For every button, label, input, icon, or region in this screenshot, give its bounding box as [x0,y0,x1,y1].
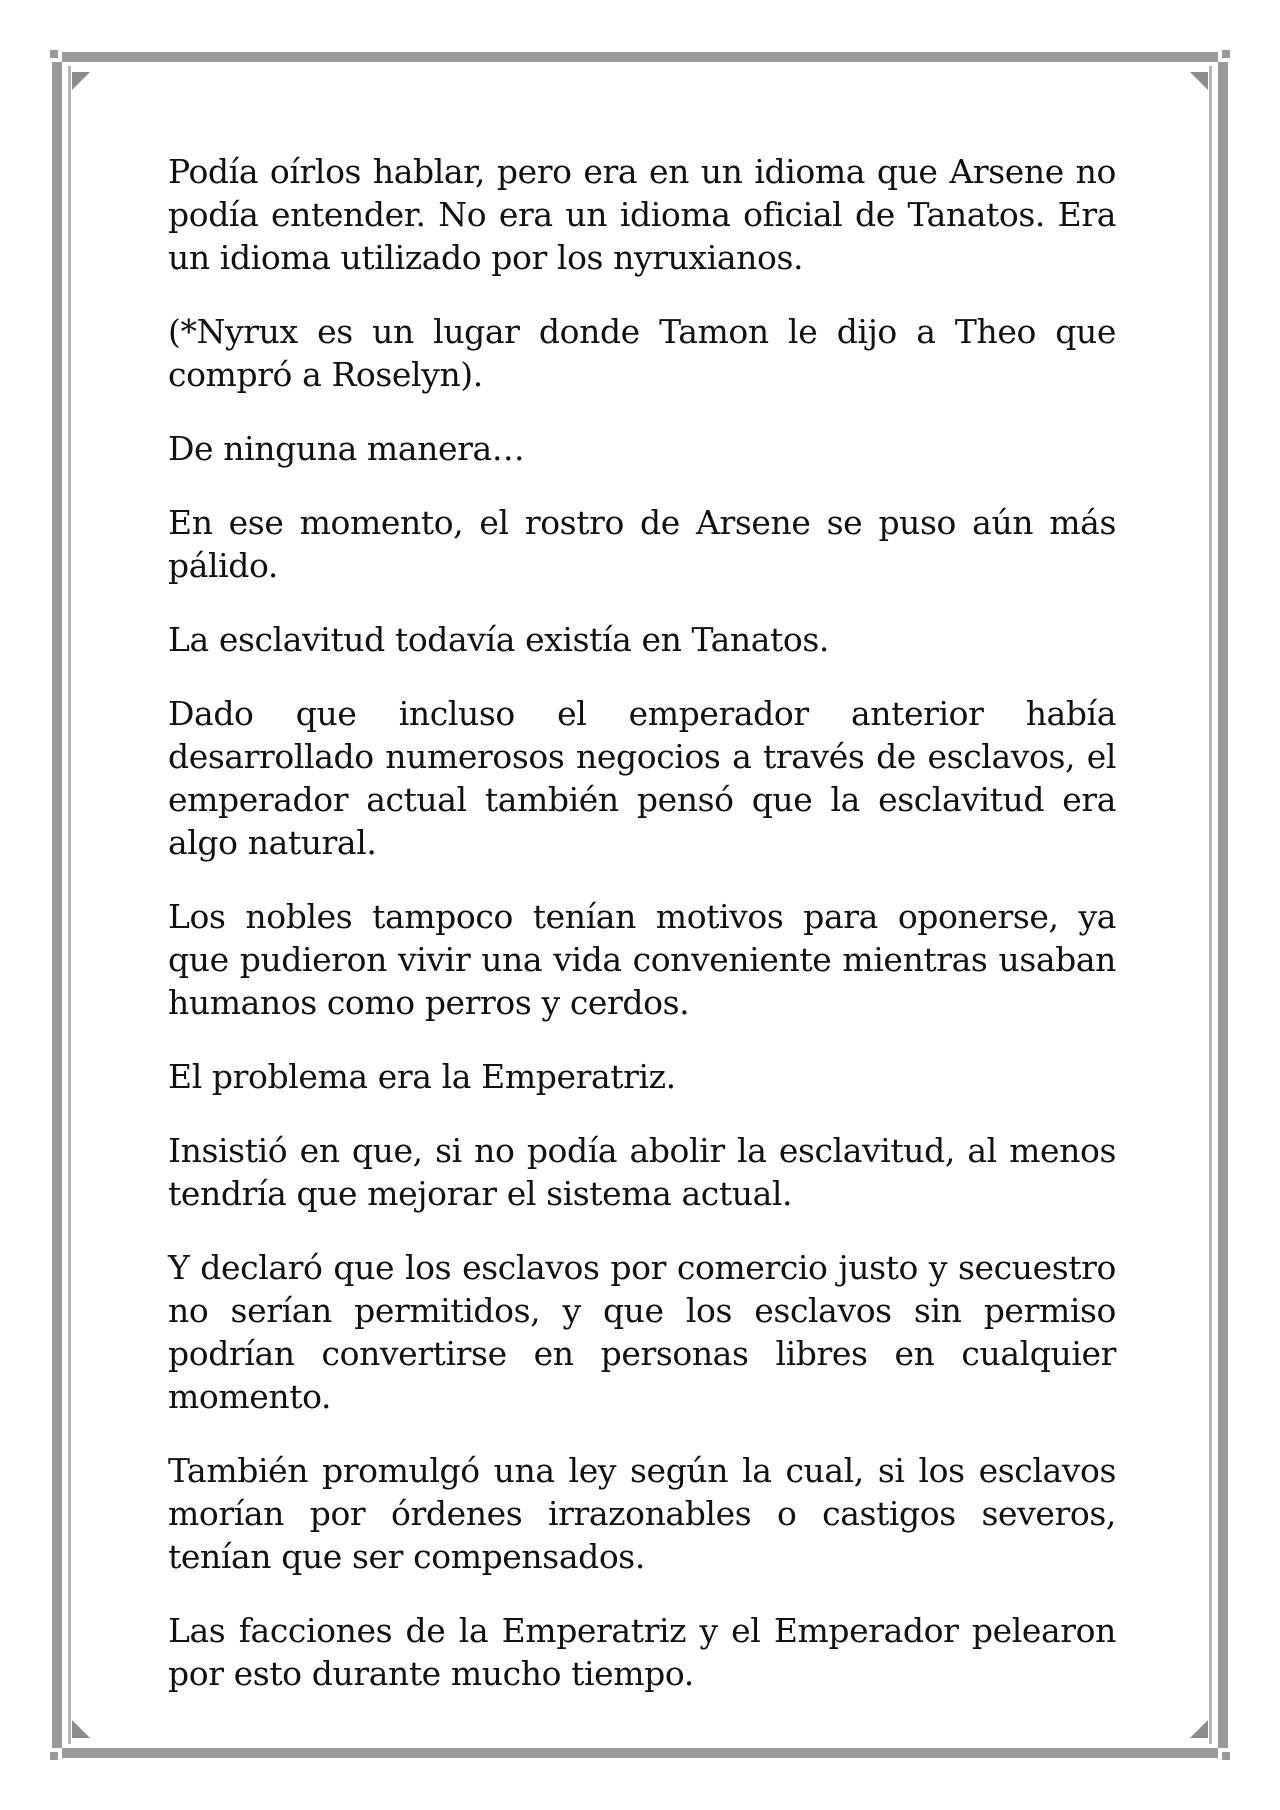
corner-square-bottom-right [1222,1752,1230,1760]
paragraph: Dado que incluso el emperador anterior había desarrollado numerosos negocios a través de esclavos, el emperador actual también pensó que la esclavitud era algo natural. [168,694,1116,862]
corner-triangle-bottom-right-icon [1190,1720,1208,1738]
paragraph: El problema era la Emperatriz. [168,1057,676,1096]
paragraph: En ese momento, el rostro de Arsene se puso aún más pálido. [168,503,1116,585]
paragraph: Los nobles tampoco tenían motivos para oponerse, ya que pudieron vivir una vida conveniente mientras usaban humanos como perros y cerdos. [168,897,1116,1022]
inner-border-left [68,66,71,1744]
paragraph: Podía oírlos hablar, pero era en un idioma que Arsene no podía entender. No era un idioma oficial de Tanatos. Era un idioma utilizado por los nyruxianos. [168,152,1116,277]
corner-square-bottom-left [50,1752,58,1760]
corner-triangle-top-right-icon [1190,72,1208,90]
paragraph: (*Nyrux es un lugar donde Tamon le dijo a Theo que compró a Roselyn). [168,312,1116,394]
paragraph: Las facciones de la Emperatriz y el Emperador pelearon por esto durante mucho tiempo. [168,1611,1116,1693]
border-right [1218,62,1228,1748]
paragraph: La esclavitud todavía existía en Tanatos. [168,620,829,659]
corner-square-top-right [1222,50,1230,58]
corner-triangle-top-left-icon [72,72,90,90]
inner-border-right [1209,66,1212,1744]
paragraph: También promulgó una ley según la cual, si los esclavos morían por órdenes irrazonables o castigos severos, tenían que ser compensados. [168,1451,1116,1576]
border-top [62,52,1218,62]
paragraph: Insistió en que, si no podía abolir la esclavitud, al menos tendría que mejorar el sistema actual. [168,1131,1116,1213]
document-body [168,150,1116,1726]
corner-triangle-bottom-left-icon [72,1720,90,1738]
paragraph: De ninguna manera… [168,429,525,468]
border-left [52,62,62,1748]
corner-square-top-left [50,50,58,58]
paragraph: Y declaró que los esclavos por comercio justo y secuestro no serían permitidos, y que los esclavos sin permiso podrían convertirse en personas libres en cualquier momento. [168,1248,1116,1416]
border-bottom [62,1748,1218,1758]
